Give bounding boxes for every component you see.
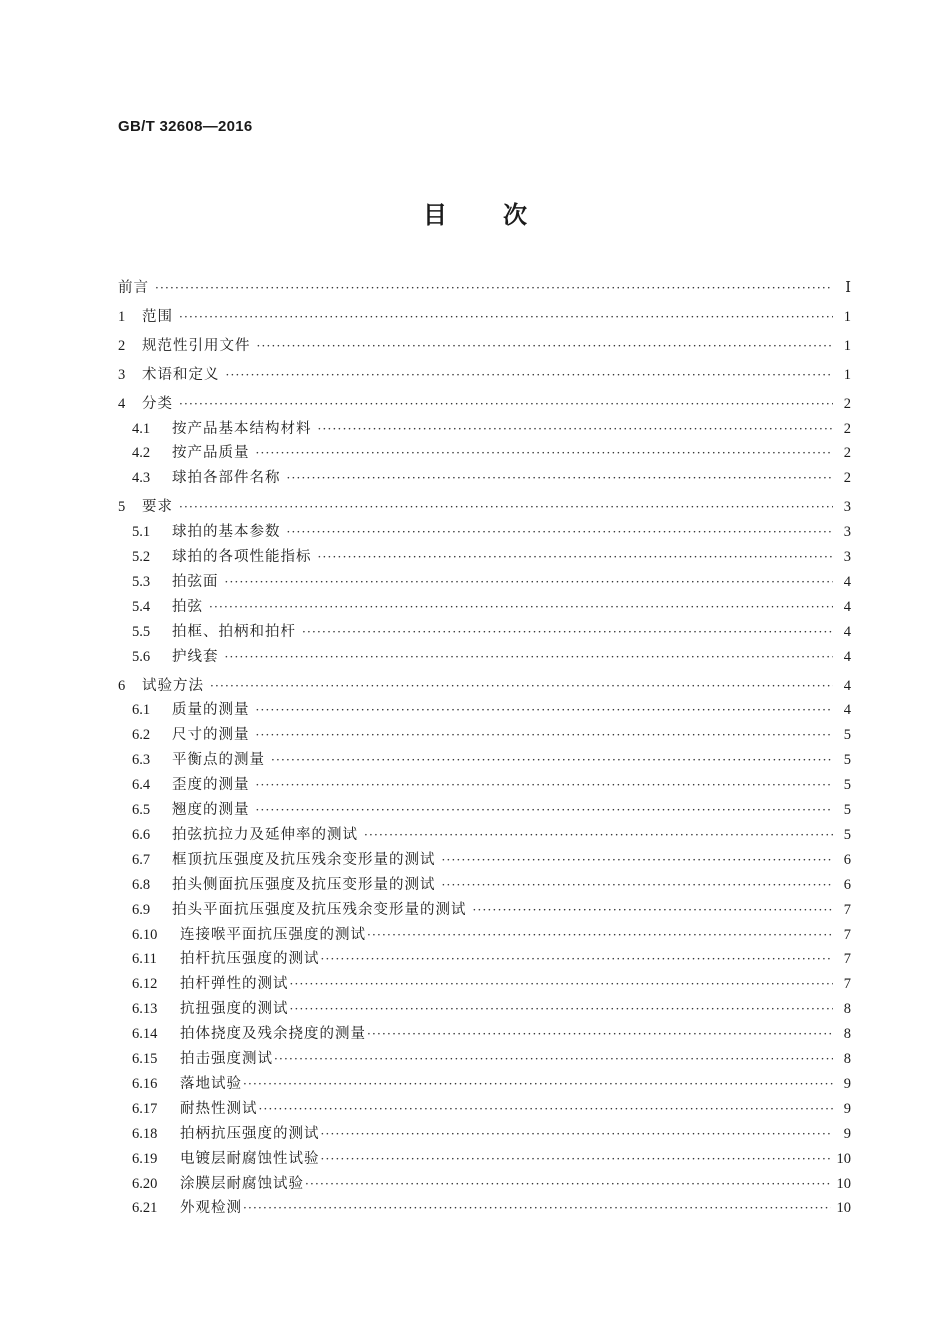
toc-entry-label: 拍体挠度及残余挠度的测量 xyxy=(180,1026,366,1043)
dot-leader xyxy=(318,545,834,569)
toc-entry-page-number: 5 xyxy=(843,727,851,744)
dot-leader xyxy=(321,1147,831,1171)
toc-entry-page-number: 10 xyxy=(836,1175,851,1192)
toc-entry[interactable] xyxy=(132,698,851,722)
toc-entry[interactable] xyxy=(132,972,851,996)
toc-entry-label: 范围 xyxy=(142,308,173,325)
dot-leader xyxy=(225,570,834,594)
toc-entry[interactable] xyxy=(132,947,851,971)
toc-entry[interactable] xyxy=(118,674,851,698)
toc-entry-number: 6.1 xyxy=(132,702,151,719)
toc-entry-label: 拍框、拍柄和拍杆 xyxy=(172,623,296,640)
toc-entry-number: 6 xyxy=(118,677,126,694)
toc-entry-page-number: 2 xyxy=(843,420,851,437)
dot-leader xyxy=(442,873,834,897)
dot-leader xyxy=(473,898,834,922)
toc-entry[interactable] xyxy=(118,305,851,329)
toc-entry-page-number: 8 xyxy=(843,1026,851,1043)
toc-entry[interactable] xyxy=(132,748,851,772)
toc-entry-number: 4.3 xyxy=(132,470,151,487)
dot-leader xyxy=(209,595,833,619)
toc-entry-label: 涂膜层耐腐蚀试验 xyxy=(180,1175,304,1192)
dot-leader xyxy=(367,923,833,947)
toc-entry-page-number: 7 xyxy=(843,951,851,968)
dot-leader xyxy=(179,392,833,416)
toc-entry-number: 6.17 xyxy=(132,1100,158,1117)
toc-entry-label: 外观检测 xyxy=(180,1200,242,1217)
toc-entry-label: 拍柄抗压强度的测试 xyxy=(180,1125,320,1142)
toc-entry[interactable] xyxy=(132,520,851,544)
dot-leader xyxy=(225,645,834,669)
toc-entry[interactable] xyxy=(132,997,851,1021)
toc-entry-page-number: 1 xyxy=(843,366,851,383)
toc-entry[interactable] xyxy=(132,645,851,669)
toc-entry-page-number: 10 xyxy=(836,1200,851,1217)
toc-entry-number: 5.3 xyxy=(132,573,151,590)
toc-entry-page-number: 5 xyxy=(843,777,851,794)
toc-entry[interactable] xyxy=(132,570,851,594)
dot-leader xyxy=(256,773,834,797)
toc-entry-label: 质量的测量 xyxy=(172,702,250,719)
dot-leader xyxy=(318,417,834,441)
toc-entry-label: 护线套 xyxy=(172,648,219,665)
toc-entry[interactable] xyxy=(132,595,851,619)
toc-entry-number: 6.3 xyxy=(132,752,151,769)
toc-entry-page-number: 7 xyxy=(843,901,851,918)
toc-entry-page-number: 4 xyxy=(843,702,851,719)
toc-entry[interactable] xyxy=(132,848,851,872)
toc-entry[interactable] xyxy=(132,1072,851,1096)
toc-entry-number: 6.21 xyxy=(132,1200,158,1217)
toc-entry-label: 分类 xyxy=(142,395,173,412)
toc-entry-label: 术语和定义 xyxy=(142,366,220,383)
toc-entry-number: 6.18 xyxy=(132,1125,158,1142)
toc-entry-page-number: 5 xyxy=(843,752,851,769)
dot-leader xyxy=(210,674,833,698)
toc-entry-page-number: 8 xyxy=(843,1001,851,1018)
toc-entry-label: 按产品质量 xyxy=(172,445,250,462)
toc-entry[interactable] xyxy=(132,898,851,922)
toc-entry-number: 3 xyxy=(118,366,126,383)
dot-leader xyxy=(321,1122,834,1146)
toc-entry[interactable] xyxy=(118,363,851,387)
toc-entry-page-number: 4 xyxy=(843,677,851,694)
dot-leader xyxy=(302,620,833,644)
dot-leader xyxy=(287,520,834,544)
toc-entry[interactable] xyxy=(132,417,851,441)
toc-entry[interactable] xyxy=(132,873,851,897)
toc-entry-label: 球拍的基本参数 xyxy=(172,524,281,541)
toc-entry-number: 6.10 xyxy=(132,926,158,943)
toc-entry-number: 6.7 xyxy=(132,851,151,868)
toc-entry[interactable] xyxy=(132,1047,851,1071)
toc-entry-label: 按产品基本结构材料 xyxy=(172,420,312,437)
toc-entry-number: 5.1 xyxy=(132,524,151,541)
toc-entry-page-number: 7 xyxy=(843,976,851,993)
toc-entry-number: 6.13 xyxy=(132,1001,158,1018)
toc-entry-label: 拍弦抗拉力及延伸率的测试 xyxy=(172,826,358,843)
page-title: 目次 xyxy=(423,201,583,229)
toc-entry-page-number: 6 xyxy=(843,876,851,893)
toc-entry-page-number: 3 xyxy=(843,524,851,541)
dot-leader xyxy=(226,363,834,387)
toc-entry-label: 歪度的测量 xyxy=(172,777,250,794)
toc-entry-label: 连接喉平面抗压强度的测试 xyxy=(180,926,366,943)
toc-entry[interactable] xyxy=(132,798,851,822)
toc-entry-page-number: 3 xyxy=(843,549,851,565)
toc-entry-page-number: 2 xyxy=(843,470,851,487)
dot-leader xyxy=(256,723,834,747)
dot-leader xyxy=(259,1097,834,1121)
toc-entry-number: 6.8 xyxy=(132,876,151,893)
dot-leader xyxy=(321,947,834,971)
toc-entry[interactable] xyxy=(118,392,851,416)
toc-entry-label: 拍头平面抗压强度及抗压残余变形量的测试 xyxy=(172,901,467,918)
dot-leader xyxy=(243,1072,833,1096)
dot-leader xyxy=(305,1172,831,1196)
toc-entry[interactable] xyxy=(132,441,851,465)
toc-entry-number: 6.6 xyxy=(132,826,151,843)
toc-entry-label: 抗扭强度的测试 xyxy=(180,1001,289,1018)
toc-entry-number: 4 xyxy=(118,395,126,412)
toc-entry-number: 5.6 xyxy=(132,648,151,665)
toc-entry-label: 拍杆抗压强度的测试 xyxy=(180,951,320,968)
toc-entry-page-number: 9 xyxy=(843,1125,851,1142)
dot-leader xyxy=(179,495,833,519)
toc-entry-label: 拍杆弹性的测试 xyxy=(180,976,289,993)
toc-entry[interactable] xyxy=(118,276,851,300)
dot-leader xyxy=(290,997,834,1021)
toc-entry-page-number: 4 xyxy=(843,648,851,665)
toc-entry-page-number: 10 xyxy=(836,1150,851,1167)
toc-entry-label: 试验方法 xyxy=(142,677,204,694)
toc-entry-number: 6.14 xyxy=(132,1026,158,1043)
dot-leader xyxy=(257,334,834,358)
toc-entry[interactable] xyxy=(132,923,851,947)
toc-entry-page-number: 4 xyxy=(843,623,851,640)
toc-entry-number: 6.5 xyxy=(132,802,151,818)
dot-leader xyxy=(290,972,834,996)
toc-entry-label: 要求 xyxy=(142,499,173,516)
dot-leader xyxy=(274,1047,833,1071)
toc-entry[interactable] xyxy=(132,1196,851,1220)
toc-entry[interactable] xyxy=(132,1172,851,1196)
dot-leader xyxy=(256,798,834,822)
toc-entry-label: 拍弦 xyxy=(172,598,203,615)
toc-entry-label: 球拍的各项性能指标 xyxy=(172,549,312,565)
toc-entry-number: 2 xyxy=(118,337,126,354)
toc-entry[interactable] xyxy=(132,545,851,569)
toc-entry-page-number: 2 xyxy=(843,395,851,412)
toc-entry-page-number: 9 xyxy=(843,1100,851,1117)
toc-entry-number: 5.4 xyxy=(132,598,151,615)
standard-code: GB/T 32608—2016 xyxy=(118,118,253,135)
dot-leader xyxy=(271,748,833,772)
toc-entry-label: 电镀层耐腐蚀性试验 xyxy=(180,1150,320,1167)
toc-entry[interactable] xyxy=(132,1122,851,1146)
dot-leader xyxy=(367,1022,833,1046)
toc-entry-number: 6.15 xyxy=(132,1051,158,1067)
toc-entry-page-number: 8 xyxy=(843,1051,851,1067)
toc-entry-number: 6.4 xyxy=(132,777,151,794)
toc-entry-label: 框顶抗压强度及抗压残余变形量的测试 xyxy=(172,851,436,868)
toc-entry-page-number: 1 xyxy=(843,308,851,325)
toc-entry-page-number: Ⅰ xyxy=(845,280,851,296)
toc-entry-number: 6.2 xyxy=(132,727,151,744)
toc-entry-label: 拍击强度测试 xyxy=(180,1051,273,1067)
dot-leader xyxy=(243,1196,831,1220)
toc-entry[interactable] xyxy=(118,495,851,519)
toc-entry-page-number: 9 xyxy=(843,1075,851,1092)
toc-entry-label: 拍头侧面抗压强度及抗压变形量的测试 xyxy=(172,876,436,893)
dot-leader xyxy=(155,276,833,300)
toc-entry-number: 4.1 xyxy=(132,420,151,437)
toc-entry[interactable] xyxy=(132,723,851,747)
toc-entry[interactable] xyxy=(132,1147,851,1171)
toc-entry[interactable] xyxy=(132,773,851,797)
toc-entry-page-number: 5 xyxy=(843,802,851,818)
toc-entry-label: 翘度的测量 xyxy=(172,802,250,818)
toc-entry-number: 6.9 xyxy=(132,901,151,918)
toc-entry-number: 6.20 xyxy=(132,1175,158,1192)
toc-entry-page-number: 6 xyxy=(843,851,851,868)
toc-entry-label: 拍弦面 xyxy=(172,573,219,590)
toc-entry[interactable] xyxy=(132,823,851,847)
dot-leader xyxy=(442,848,834,872)
toc-entry-page-number: 2 xyxy=(843,445,851,462)
toc-entry-page-number: 4 xyxy=(843,573,851,590)
toc-entry-label: 尺寸的测量 xyxy=(172,727,250,744)
dot-leader xyxy=(179,305,833,329)
toc-entry-label: 耐热性测试 xyxy=(180,1100,258,1117)
toc-entry-label: 球拍各部件名称 xyxy=(172,470,281,487)
toc-entry-number: 6.11 xyxy=(132,951,157,968)
toc-entry-number: 1 xyxy=(118,308,126,325)
toc-entry[interactable] xyxy=(132,620,851,644)
toc-entry-page-number: 7 xyxy=(843,926,851,943)
toc-entry-label: 规范性引用文件 xyxy=(142,337,251,354)
dot-leader xyxy=(256,441,834,465)
toc-entry[interactable] xyxy=(132,466,851,490)
toc-entry-page-number: 1 xyxy=(843,337,851,354)
toc-entry-label: 落地试验 xyxy=(180,1075,242,1092)
toc-entry-number: 5.5 xyxy=(132,623,151,640)
toc-entry-page-number: 4 xyxy=(843,598,851,615)
toc-entry[interactable] xyxy=(118,334,851,358)
toc-entry[interactable] xyxy=(132,1022,851,1046)
toc-entry-page-number: 3 xyxy=(843,499,851,516)
toc-entry-number: 5 xyxy=(118,499,126,516)
toc-entry-number: 6.16 xyxy=(132,1075,158,1092)
toc-entry-number: 6.19 xyxy=(132,1150,158,1167)
toc-entry-page-number: 5 xyxy=(843,826,851,843)
toc-entry[interactable] xyxy=(132,1097,851,1121)
toc-entry-label: 平衡点的测量 xyxy=(172,752,265,769)
dot-leader xyxy=(287,466,834,490)
dot-leader xyxy=(364,823,833,847)
toc-entry-number: 4.2 xyxy=(132,445,151,462)
toc-entry-label: 前言 xyxy=(118,280,149,296)
toc-entry-number: 6.12 xyxy=(132,976,158,993)
toc-entry-number: 5.2 xyxy=(132,549,151,565)
dot-leader xyxy=(256,698,834,722)
